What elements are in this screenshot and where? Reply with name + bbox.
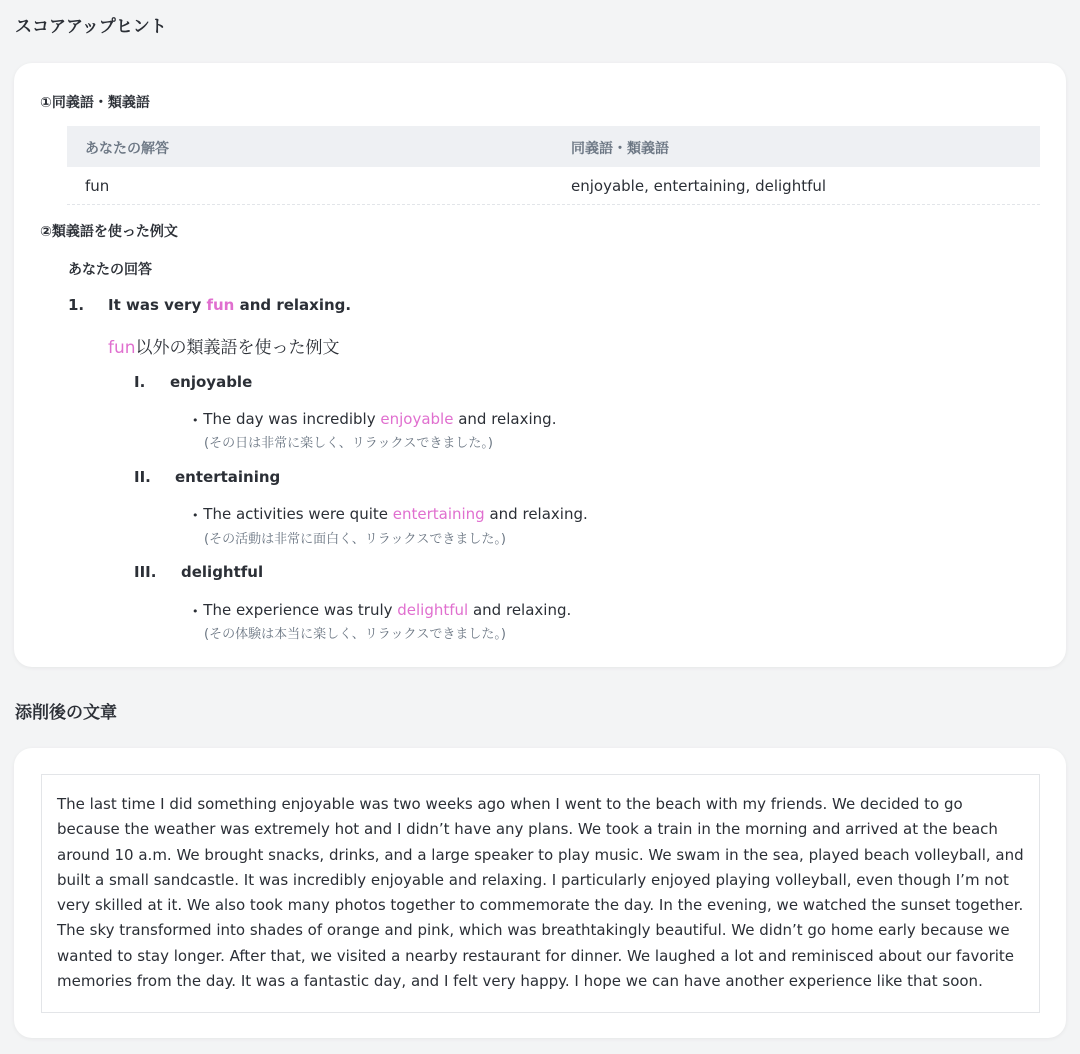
example-3-highlight: delightful [397,601,469,619]
example-sentence-1: • The day was incredibly enjoyable and relaxing. [192,410,557,428]
example-numeral-1: I. [134,373,146,391]
example-2-highlight: entertaining [392,505,485,523]
example-numeral-3: III. [134,563,157,581]
example-word-2: entertaining [175,468,281,486]
answer-sentence-highlight: fun [206,296,235,314]
table-row-divider [67,204,1040,205]
alt-heading-highlight: fun [108,338,136,358]
example-sentence-2: • The activities were quite entertaining and relaxing. [192,505,588,523]
answer-item [68,296,84,314]
example-translation-1: (その日は非常に楽しく、リラックスできました。) [204,436,493,451]
examples-heading: ②類義語を使った例文 [40,224,178,240]
table-cell-synonyms: enjoyable, entertaining, delightful [571,177,827,195]
example-translation-3: (その体験は本当に楽しく、リラックスできました。) [204,627,506,642]
example-1-highlight: enjoyable [380,410,454,428]
score-up-hint-title: スコアアップヒント [15,17,167,37]
example-3-before: The experience was truly [203,601,398,619]
hint-card [14,63,1066,667]
corrected-text-title: 添削後の文章 [15,703,117,723]
example-word-3: delightful [181,563,264,581]
your-answer-label: あなたの回答 [68,262,152,278]
synonyms-heading: ①同義語・類義語 [40,95,150,111]
answer-sentence-after: and relaxing. [234,296,352,314]
example-3-after: and relaxing. [468,601,572,619]
example-2-after: and relaxing. [484,505,588,523]
alt-heading-rest: 以外の類義語を使った例文 [135,338,340,358]
corrected-text-body: The last time I did something enjoyable was two weeks ago when I went to the beach with my friends. We decided to go because the weather was extremely hot and I didn’t have any plans. We took a train in the morning and arrived at the beach around 10 a.m. We brought snacks, drinks, and a large speaker to play music. We swam in the sea, played beach volleyball, and built a small sandcastle. It was incredibly enjoyable and relaxing. I particularly enjoyed playing volleyball, even though I’m not very skilled at it. We also took many photos together to commemorate the day. In the evening, we watched the sunset together. The sky transformed into shades of orange and pink, which was breathtakingly beautiful. We didn’t go home early because we wanted to stay longer. After that, we visited a nearby restaurant for dinner. We laughed a lot and reminisced about our favorite memories from the day. It was a fantastic day, and I felt very happy. I hope we can have another experience like that soon. [57,795,1024,991]
answer-item-number: 1. [68,296,85,314]
example-2-before: The activities were quite [203,505,393,523]
corrected-text-box [41,774,1040,1013]
example-sentence-3: • The experience was truly delightful and relaxing. [192,601,572,619]
example-translation-2: (その活動は非常に面白く、リラックスできました。) [204,532,506,547]
column-header-synonyms: 同義語・類義語 [571,141,669,157]
answer-sentence [108,296,351,314]
column-header-answer: あなたの解答 [85,141,169,157]
corrected-text-card [14,748,1066,1038]
answer-sentence-before: It was very [108,296,207,314]
example-1-before: The day was incredibly [203,410,381,428]
example-numeral-2: II. [134,468,151,486]
alternative-examples-heading [108,333,340,358]
table-cell-answer: fun [85,177,110,195]
example-word-1: enjoyable [170,373,253,391]
example-1-after: and relaxing. [453,410,557,428]
synonym-table-header [67,126,1040,167]
